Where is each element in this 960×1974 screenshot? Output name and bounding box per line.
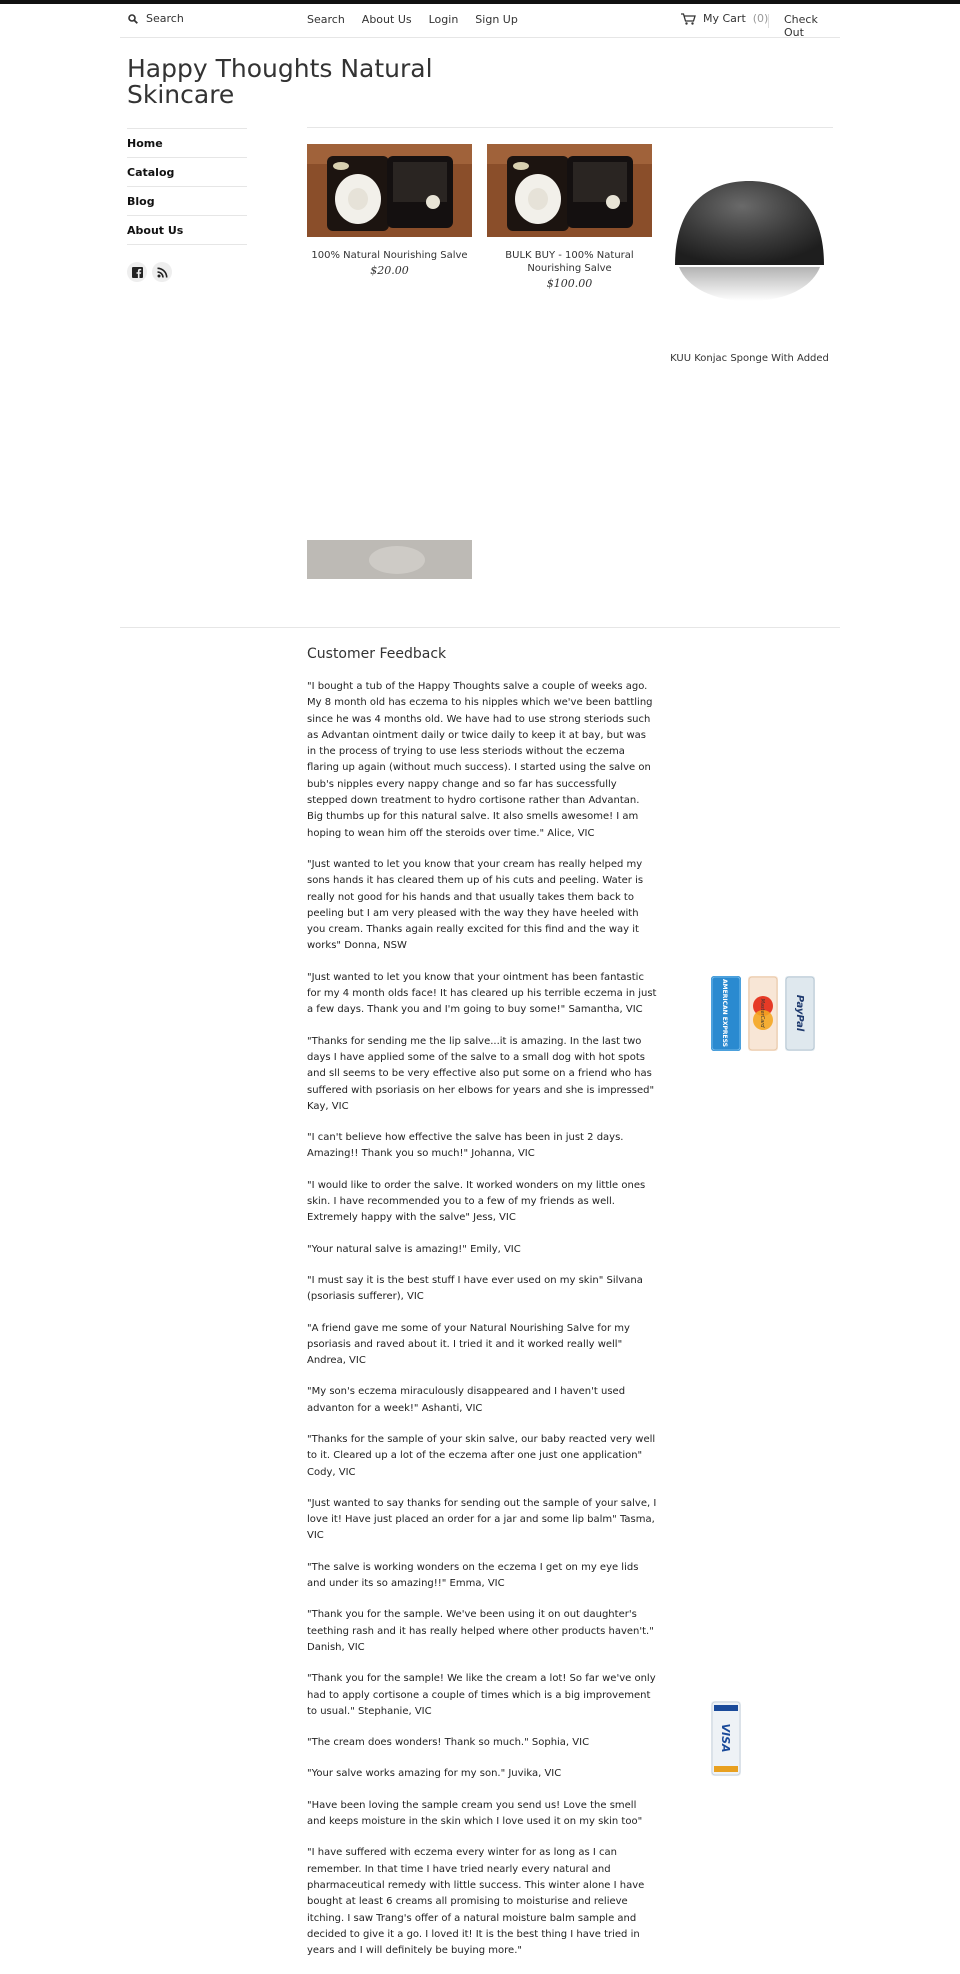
testimonial: "Just wanted to say thanks for sending out the sample of your salve, I love it! Have just placed an order for a jar and some lip balm" Tasma, VIC xyxy=(307,1497,657,1542)
social-links xyxy=(127,262,172,282)
testimonial: "I would like to order the salve. It worked wonders on my little ones skin. I have recommended you to a few of my friends as well. Extremely happy with the salve" Jess, VIC xyxy=(307,1179,646,1224)
nav-signup-link[interactable]: Sign Up xyxy=(475,13,518,26)
product-image-konjac-sponge[interactable] xyxy=(667,161,832,341)
testimonial: "Thank you for the sample. We've been using it on out daughter's teething rash and it has really helped where other products haven't." Danish, VIC xyxy=(307,1609,654,1653)
search-input[interactable] xyxy=(146,12,256,25)
testimonial: "Thanks for the sample of your skin salve, our baby reacted very well to it. Cleared up a lot of the eczema after one just one application" Cody, VIC xyxy=(307,1433,656,1478)
testimonial: "Your salve works amazing for my son." Juvika, VIC xyxy=(307,1768,562,1780)
testimonial: "Your natural salve is amazing!" Emily, VIC xyxy=(307,1243,521,1255)
nav-about-link[interactable]: About Us xyxy=(361,13,412,26)
testimonial: "Thank you for the sample! We like the cream a lot! So far we've only had to apply cortisone a couple of times which is a big improvement to usual." Stephanie, VIC xyxy=(307,1673,656,1717)
testimonial: "My son's eczema miraculously disappeared and I haven't used advanton for a week!" Ashanti, VIC xyxy=(307,1386,626,1414)
facebook-icon xyxy=(132,267,143,278)
product-card[interactable] xyxy=(307,144,472,277)
testimonial: "I must say it is the best stuff I have ever used on my skin" Silvana (psoriasis sufferer), VIC xyxy=(307,1274,643,1303)
visa-card-icon xyxy=(711,1701,741,1776)
header-bar xyxy=(120,4,840,38)
top-nav xyxy=(307,13,518,26)
product-name[interactable]: 100% Natural Nourishing Salve xyxy=(311,250,468,261)
product-price: $100.00 xyxy=(546,277,593,290)
site-title[interactable]: Happy Thoughts Natural Skincare xyxy=(127,54,433,109)
search-icon xyxy=(128,14,138,24)
product-price: $20.00 xyxy=(370,264,409,277)
header-divider xyxy=(768,14,769,28)
nav-search-link[interactable]: Search xyxy=(307,13,345,26)
svg-text:MasterCard: MasterCard xyxy=(759,998,765,1028)
payment-cards xyxy=(711,976,815,1051)
product-image-salve[interactable] xyxy=(307,144,472,237)
cart-count: (0) xyxy=(752,12,769,25)
testimonial: "A friend gave me some of your Natural Nourishing Salve for my psoriasis and raved about it. I tried it and it worked really well" Andrea, VIC xyxy=(307,1322,630,1367)
section-divider xyxy=(120,627,840,628)
product-name[interactable]: BULK BUY - 100% Natural Nourishing Salve xyxy=(505,250,634,274)
product-card[interactable] xyxy=(667,161,832,364)
testimonial: "I have suffered with eczema every winter for as long as I can remember. In that time I have tried nearly every natural and pharmaceutical remedy with little success. This winter alone I have bought at least 6 creams all promising to moisturise and relieve itching. I saw Trang's offer of a natural moisture balm sample and decided to give it a go. I loved it! It is the best thing I have tried in years and I will definitely be buying more." xyxy=(307,1847,645,1957)
svg-text:AMERICAN EXPRESS: AMERICAN EXPRESS xyxy=(721,979,728,1047)
cart-label[interactable]: My Cart xyxy=(703,12,746,25)
checkout-link[interactable]: Check Out xyxy=(784,13,818,39)
mastercard-card-icon xyxy=(748,976,778,1051)
sidebar-item-home[interactable]: Home xyxy=(127,129,247,158)
sidebar-item-catalog[interactable]: Catalog xyxy=(127,158,247,187)
cart-icon xyxy=(681,13,696,25)
facebook-link[interactable] xyxy=(127,262,147,282)
testimonial: "The salve is working wonders on the eczema I get on my eye lids and under its so amazing!!" Emma, VIC xyxy=(307,1561,639,1590)
sidebar-item-about-us[interactable]: About Us xyxy=(127,216,247,245)
customer-feedback-section xyxy=(307,646,657,1974)
testimonial: "Just wanted to let you know that your cream has really helped my sons hands it has cleared them up of his cuts and peeling. Water is really not good for his hands and that usually takes them back to peeling but I am very pleased with the way they have heeled with you cream. Thanks again really excited for this find and the way it works" Donna, NSW xyxy=(307,858,644,952)
cart-link[interactable] xyxy=(681,12,768,25)
feedback-title: Customer Feedback xyxy=(307,646,447,662)
search-box[interactable] xyxy=(128,12,256,25)
rss-icon xyxy=(157,267,168,278)
svg-text:VISA: VISA xyxy=(719,1723,732,1753)
testimonial: "Just wanted to let you know that your ointment has been fantastic for my 4 month olds face! It has cleared up his terrible eczema in just a few days. Thank you and I'm going to buy some!" Samantha, VIC xyxy=(307,971,657,1016)
nav-login-link[interactable]: Login xyxy=(428,13,459,26)
content-top-rule xyxy=(307,127,833,128)
paypal-card-icon xyxy=(785,976,815,1051)
product-image-bulk-salve[interactable] xyxy=(487,144,652,237)
rss-link[interactable] xyxy=(152,262,172,282)
testimonial: "I can't believe how effective the salve has been in just 2 days. Amazing!! Thank you so much!" Johanna, VIC xyxy=(307,1132,624,1160)
testimonial: "The cream does wonders! Thank so much." Sophia, VIC xyxy=(307,1737,590,1749)
testimonial: "Have been loving the sample cream you send us! Love the smell and keeps moisture in the skin which I love used it on my skin too" xyxy=(307,1799,643,1828)
product-image-partial[interactable] xyxy=(307,540,472,579)
product-name[interactable]: KUU Konjac Sponge With Added xyxy=(670,353,829,364)
testimonial: "Thanks for sending me the lip salve...it is amazing. In the last two days I have applied some of the salve to a small dog with hot spots and sll seems to be very effective also put some on a friend who has suffered with psoriasis on her elbows for years and she is impressed" Kay, VIC xyxy=(307,1035,655,1112)
svg-text:PayPal: PayPal xyxy=(794,994,805,1032)
product-card[interactable] xyxy=(487,144,652,290)
sidebar-item-blog[interactable]: Blog xyxy=(127,187,247,216)
sidebar-nav xyxy=(127,128,247,245)
amex-card-icon xyxy=(711,976,741,1051)
testimonial: "I bought a tub of the Happy Thoughts salve a couple of weeks ago. My 8 month old has eczema to his nipples which we've been battling since he was 4 months old. We have had to use strong steriods such as Advantan ointment daily or twice daily to keep it at bay, but was in the process of trying to use less steriods without the eczema flaring up again (without much success). I started using the salve on bub's nipples every nappy change and so far has successfully stepped down treatment to hydro cortisone rather than Advantan. Big thumbs up for this natural salve. It also smells awesome! I am hoping to wean him off the steroids over time." Alice, VIC xyxy=(307,681,653,839)
